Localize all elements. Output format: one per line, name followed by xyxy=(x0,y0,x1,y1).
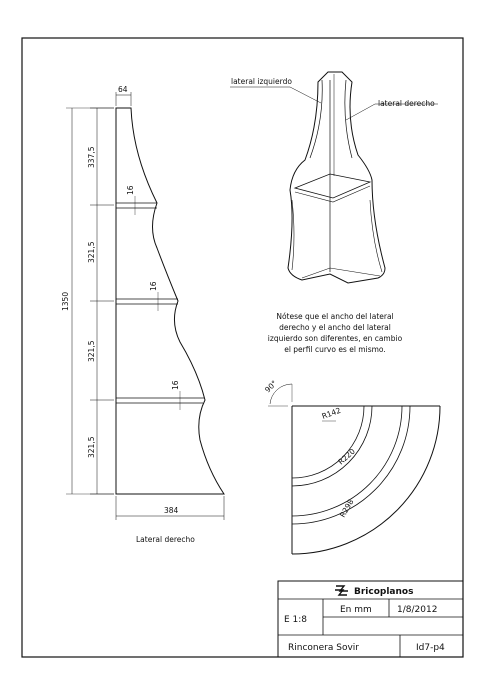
title-block xyxy=(278,581,463,657)
angle-label: 90° xyxy=(263,378,279,395)
note-line-2: derecho y el ancho del lateral xyxy=(279,323,391,332)
iso-shelf xyxy=(295,174,370,198)
dim-seg-4: 321,5 xyxy=(87,436,96,458)
dim-shelf-1: 16 xyxy=(126,185,135,195)
project-name: Rinconera Sovir xyxy=(288,643,359,653)
drawing-code: Id7-p4 xyxy=(416,643,445,653)
radius-r298: R298 xyxy=(337,497,356,519)
dim-top-width: 64 xyxy=(118,85,128,94)
dim-seg-2: 321,5 xyxy=(87,241,96,263)
note-line-1: Nótese que el ancho del lateral xyxy=(276,312,394,321)
radius-r220: R220 xyxy=(336,446,357,467)
note-line-3: izquierdo son diferentes, en cambio xyxy=(267,334,403,343)
label-lateral-izquierdo: lateral izquierdo xyxy=(231,77,292,86)
brand-name: Bricoplanos xyxy=(354,587,414,597)
label-lateral-derecho: lateral derecho xyxy=(378,99,435,108)
shelf-plan xyxy=(263,378,440,554)
dim-seg-1: 337,5 xyxy=(87,146,96,168)
brand-logo-icon xyxy=(335,586,348,595)
side-profile-outline xyxy=(116,108,224,494)
dim-seg-3: 321,5 xyxy=(87,340,96,362)
side-view xyxy=(61,85,224,544)
units-value: En mm xyxy=(340,605,372,615)
scale-value: E 1:8 xyxy=(284,615,308,625)
dim-total-height: 1350 xyxy=(61,291,70,311)
iso-view xyxy=(230,72,438,283)
leader-left xyxy=(290,87,321,103)
dim-bottom-width: 384 xyxy=(164,506,179,515)
arc-r3 xyxy=(292,406,440,554)
dim-shelf-3: 16 xyxy=(171,380,180,390)
date-value: 1/8/2012 xyxy=(397,605,438,615)
side-view-caption: Lateral derecho xyxy=(136,535,195,544)
radius-r142: R142 xyxy=(320,405,343,421)
iso-outline xyxy=(288,72,385,283)
dim-shelf-2: 16 xyxy=(149,281,158,291)
arc-r1-outer xyxy=(292,406,372,486)
note-block xyxy=(268,312,403,354)
note-line-4: el perfil curvo es el mismo. xyxy=(284,345,386,354)
